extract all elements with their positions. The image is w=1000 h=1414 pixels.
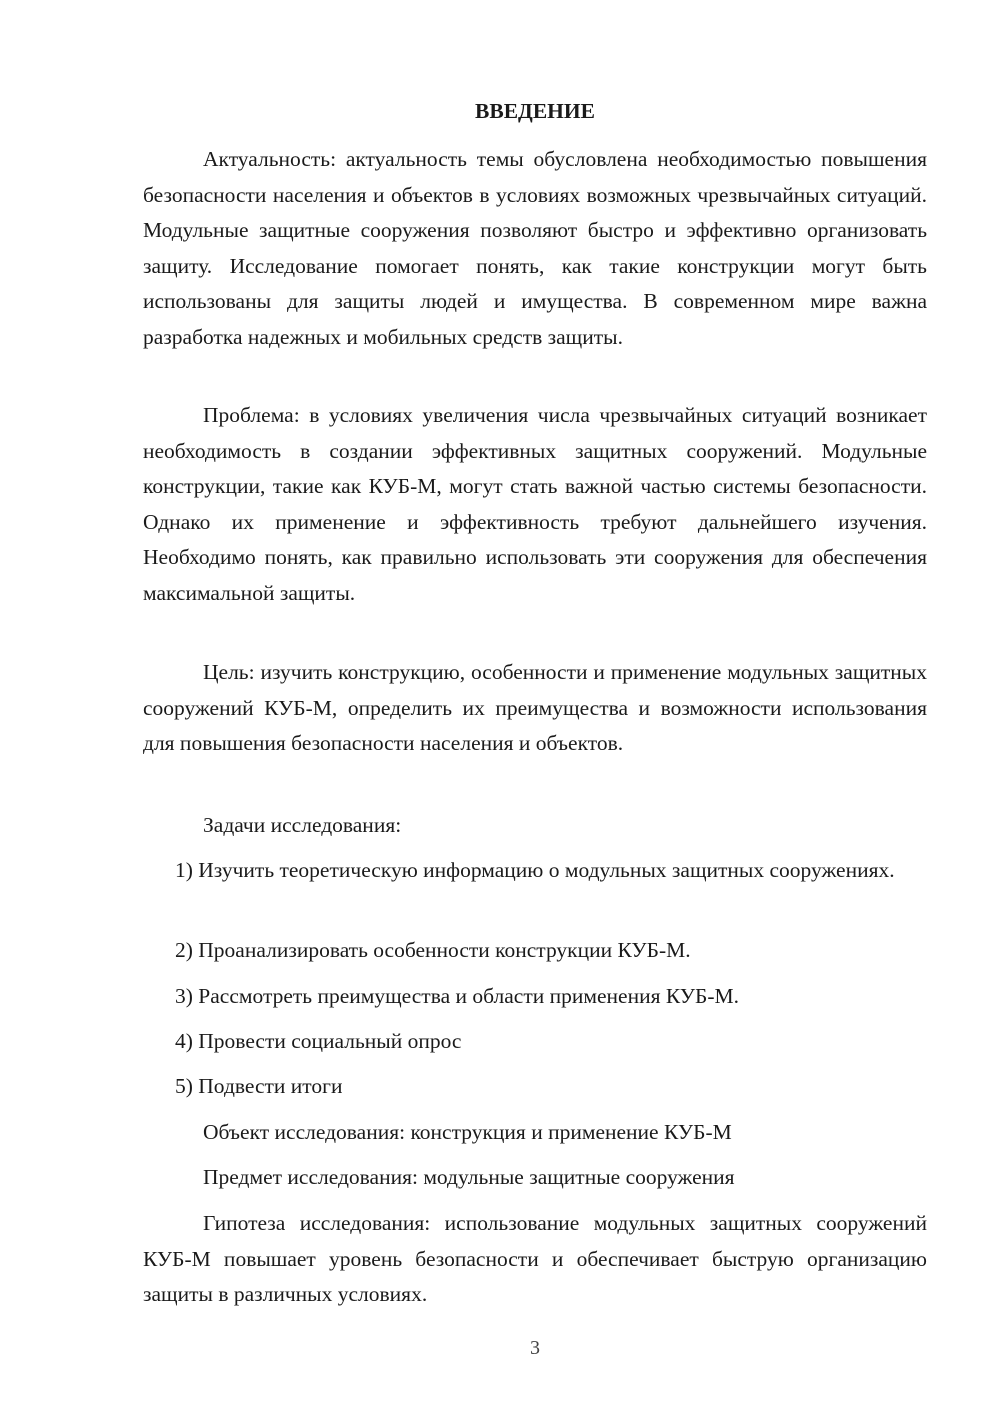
tasks-title: Задачи исследования: [203,813,402,837]
task-item: 5) Подвести итоги [175,1074,343,1098]
problem-block [143,398,927,611]
task-item-4-block [143,1024,927,1060]
subject-block [143,1160,927,1196]
task-item: 2) Проанализировать особенности конструкции КУБ-М. [175,938,691,962]
task-item: 1) Изучить теоретическую информацию о модульных защитных сооружениях. [175,858,895,882]
task-item: 3) Рассмотреть преимущества и области применения КУБ-М. [175,984,739,1008]
relevance-block [143,142,927,355]
task-item-3-block [143,979,927,1015]
goal-block [143,655,927,762]
hypothesis-paragraph: Гипотеза исследования: использование модульных защитных сооружений КУБ-М повышает уровень безопасности и обеспечивает быструю организацию защиты в различных условиях. [143,1211,927,1306]
object-block [143,1115,927,1151]
problem-paragraph: Проблема: в условиях увеличения числа чрезвычайных ситуаций возникает необходимость в создании эффективных защитных сооружений. Модульные конструкции, такие как КУБ-М, могут стать важной частью системы безопасности. Однако их применение и эффективность требуют дальнейшего изучения. Необходимо понять, как правильно использовать эти сооружения для обеспечения максимальной защиты. [143,403,927,605]
hypothesis-block [143,1206,927,1313]
tasks-title-block [143,808,927,844]
task-item-1-block [143,853,927,889]
task-item-2-block [143,933,927,969]
relevance-paragraph: Актуальность: актуальность темы обусловлена необходимостью повышения безопасности населения и объектов в условиях возможных чрезвычайных ситуаций. Модульные защитные сооружения позволяют быстро и эффективно организовать защиту. Исследование помогает понять, как такие конструкции могут быть использованы для защиты людей и имущества. В современном мире важна разработка надежных и мобильных средств защиты. [143,147,927,349]
page-title: ВВЕДЕНИЕ [475,99,595,123]
research-object: Объект исследования: конструкция и применение КУБ-М [203,1120,732,1144]
task-item: 4) Провести социальный опрос [175,1029,462,1053]
task-item-5-block [143,1069,927,1105]
page-number: 3 [530,1337,540,1359]
goal-paragraph: Цель: изучить конструкцию, особенности и применение модульных защитных сооружений КУБ-М, определить их преимущества и возможности использования для повышения безопасности населения и объектов. [143,660,927,755]
research-subject: Предмет исследования: модульные защитные сооружения [203,1165,735,1189]
